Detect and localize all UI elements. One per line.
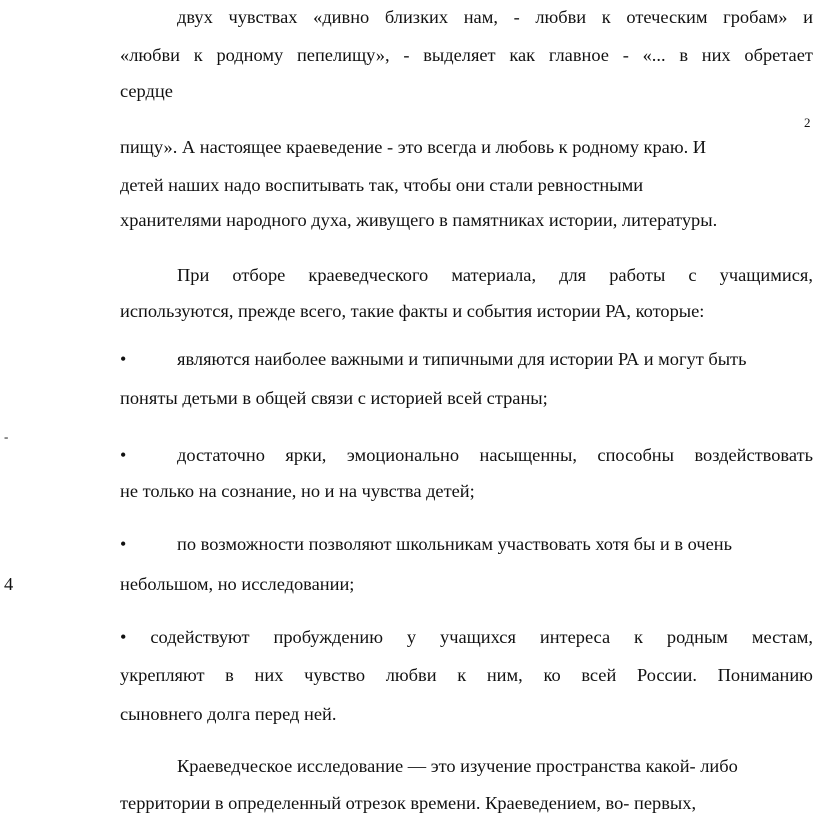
text-line: • содействуют пробуждению у учащихся интереса к родным местам, <box>120 627 813 647</box>
text-line: используются, прежде всего, такие факты и события истории РА, которые: <box>120 301 705 321</box>
side-number: 4 <box>4 574 14 594</box>
text-line: Краеведческое исследование — это изучение пространства какой- либо <box>177 756 738 776</box>
bullet: • <box>120 534 127 554</box>
text-line: достаточно ярки, эмоционально насыщенны, способны воздействовать <box>177 445 813 465</box>
text-line: не только на сознание, но и на чувства детей; <box>120 481 475 501</box>
text-line: пищу». А настоящее краеведение - это всегда и любовь к родному краю. И <box>120 137 707 157</box>
margin-mark: - <box>4 429 9 444</box>
text-line: небольшом, но исследовании; <box>120 574 355 594</box>
text-line: поняты детьми в общей связи с историей всей страны; <box>120 388 548 408</box>
text-line: двух чувствах «дивно близких нам, - любви к отеческим гробам» и <box>177 7 813 27</box>
text-line: укрепляют в них чувство любви к ним, ко всей России. Пониманию <box>120 665 813 685</box>
text-line: являются наиболее важными и типичными для истории РА и могут быть <box>177 349 747 369</box>
text-line: хранителями народного духа, живущего в памятниках истории, литературы. <box>120 210 718 230</box>
text-line: территории в определенный отрезок времени. Краеведением, во- первых, <box>120 793 697 813</box>
text-line: детей наших надо воспитывать так, чтобы они стали ревностными <box>120 175 644 195</box>
bullet: • <box>120 349 127 369</box>
footnote-mark: 2 <box>804 115 811 130</box>
text-line: сыновнего долга перед ней. <box>120 704 337 724</box>
text-line: «любви к родному пепелищу», - выделяет как главное - «... в них обретает <box>120 45 813 65</box>
text-line: сердце <box>120 81 173 101</box>
text-line: При отборе краеведческого материала, для работы с учащимися, <box>177 265 813 285</box>
text-line: по возможности позволяют школьникам участвовать хотя бы и в очень <box>177 534 733 554</box>
bullet: • <box>120 445 127 465</box>
